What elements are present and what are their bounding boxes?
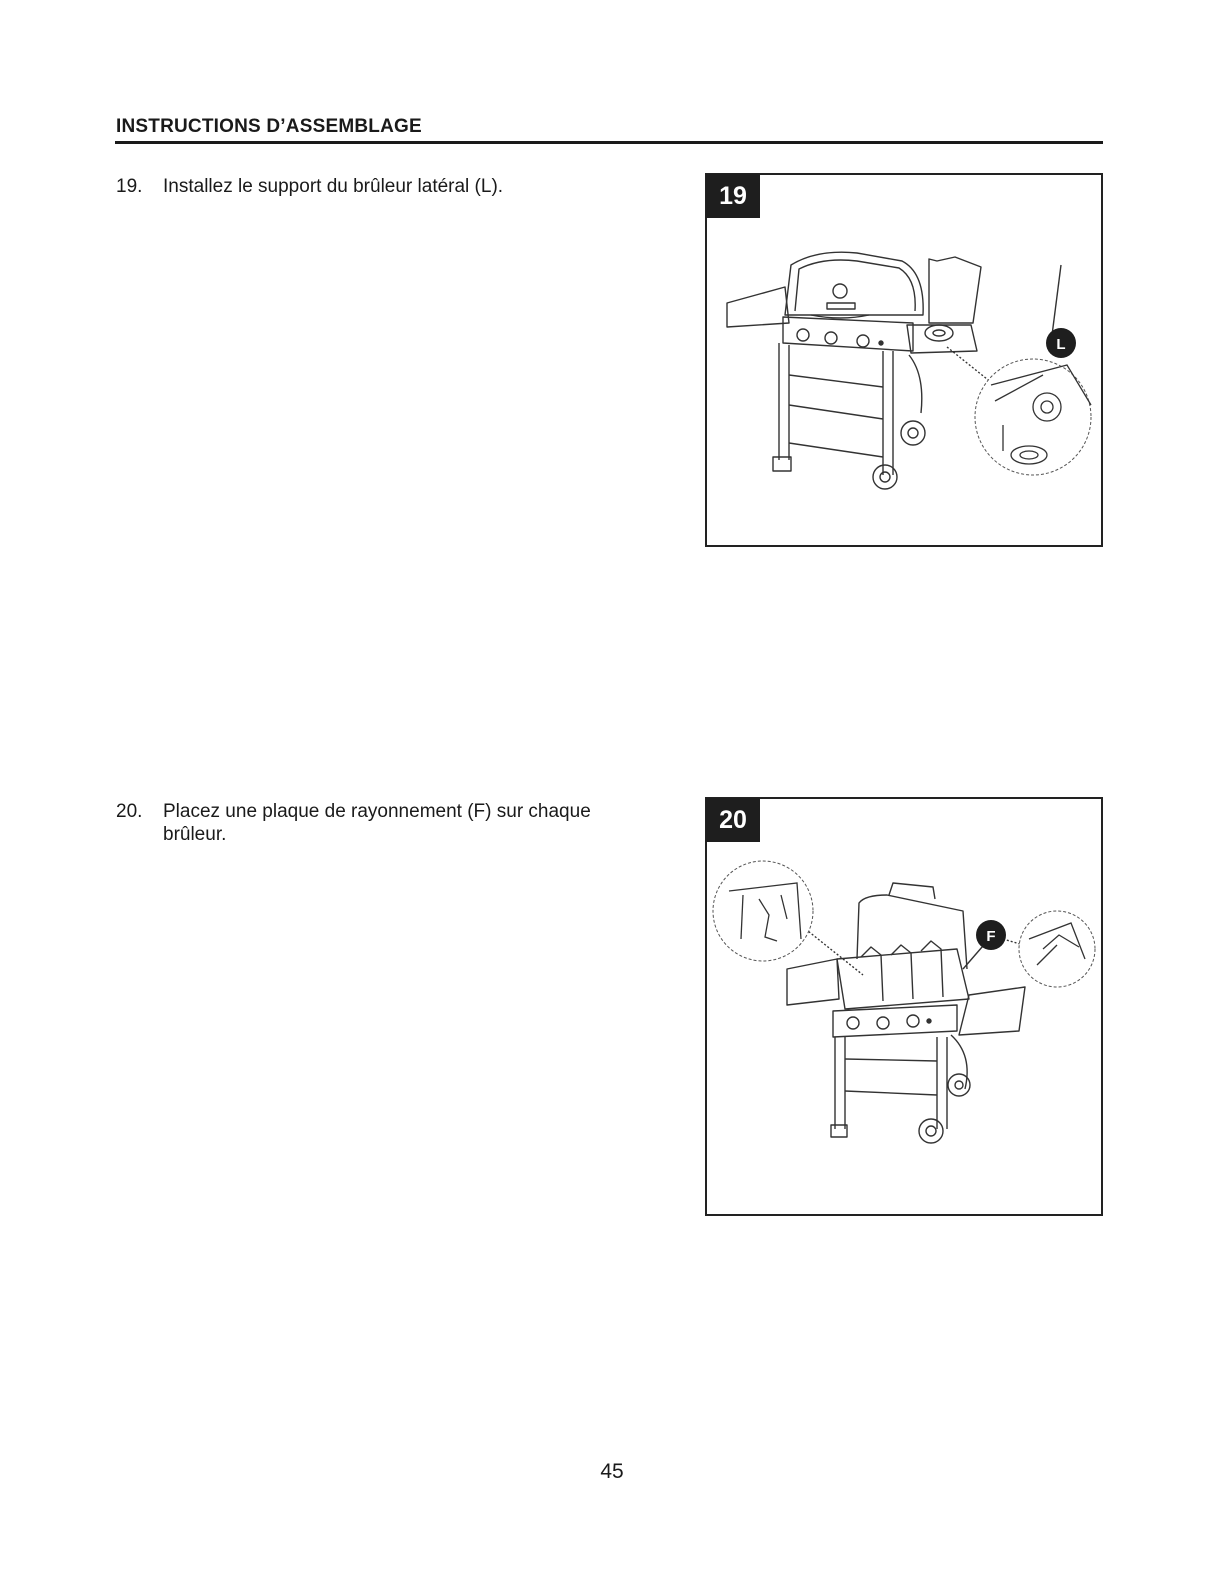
step-number: 19. [116, 176, 143, 197]
figure-20 [705, 797, 1103, 1216]
figure-19 [705, 173, 1103, 547]
figure-label: 20 [706, 798, 760, 842]
step-text: Installez le support du brûleur latéral (L). [163, 176, 504, 197]
header-rule [115, 141, 1103, 144]
section-title: INSTRUCTIONS D’ASSEMBLAGE [116, 116, 422, 137]
figure-label: 19 [706, 174, 760, 218]
step-number: 20. [116, 801, 143, 822]
callout-label: F [986, 928, 996, 945]
page-number: 45 [600, 1460, 624, 1483]
grill-side-burner-illustration [707, 175, 1101, 545]
step-text: Placez une plaque de rayonnement (F) sur chaque brûleur. [163, 801, 591, 845]
callout-label: L [1056, 336, 1066, 353]
grill-heat-plates-illustration [707, 799, 1101, 1214]
